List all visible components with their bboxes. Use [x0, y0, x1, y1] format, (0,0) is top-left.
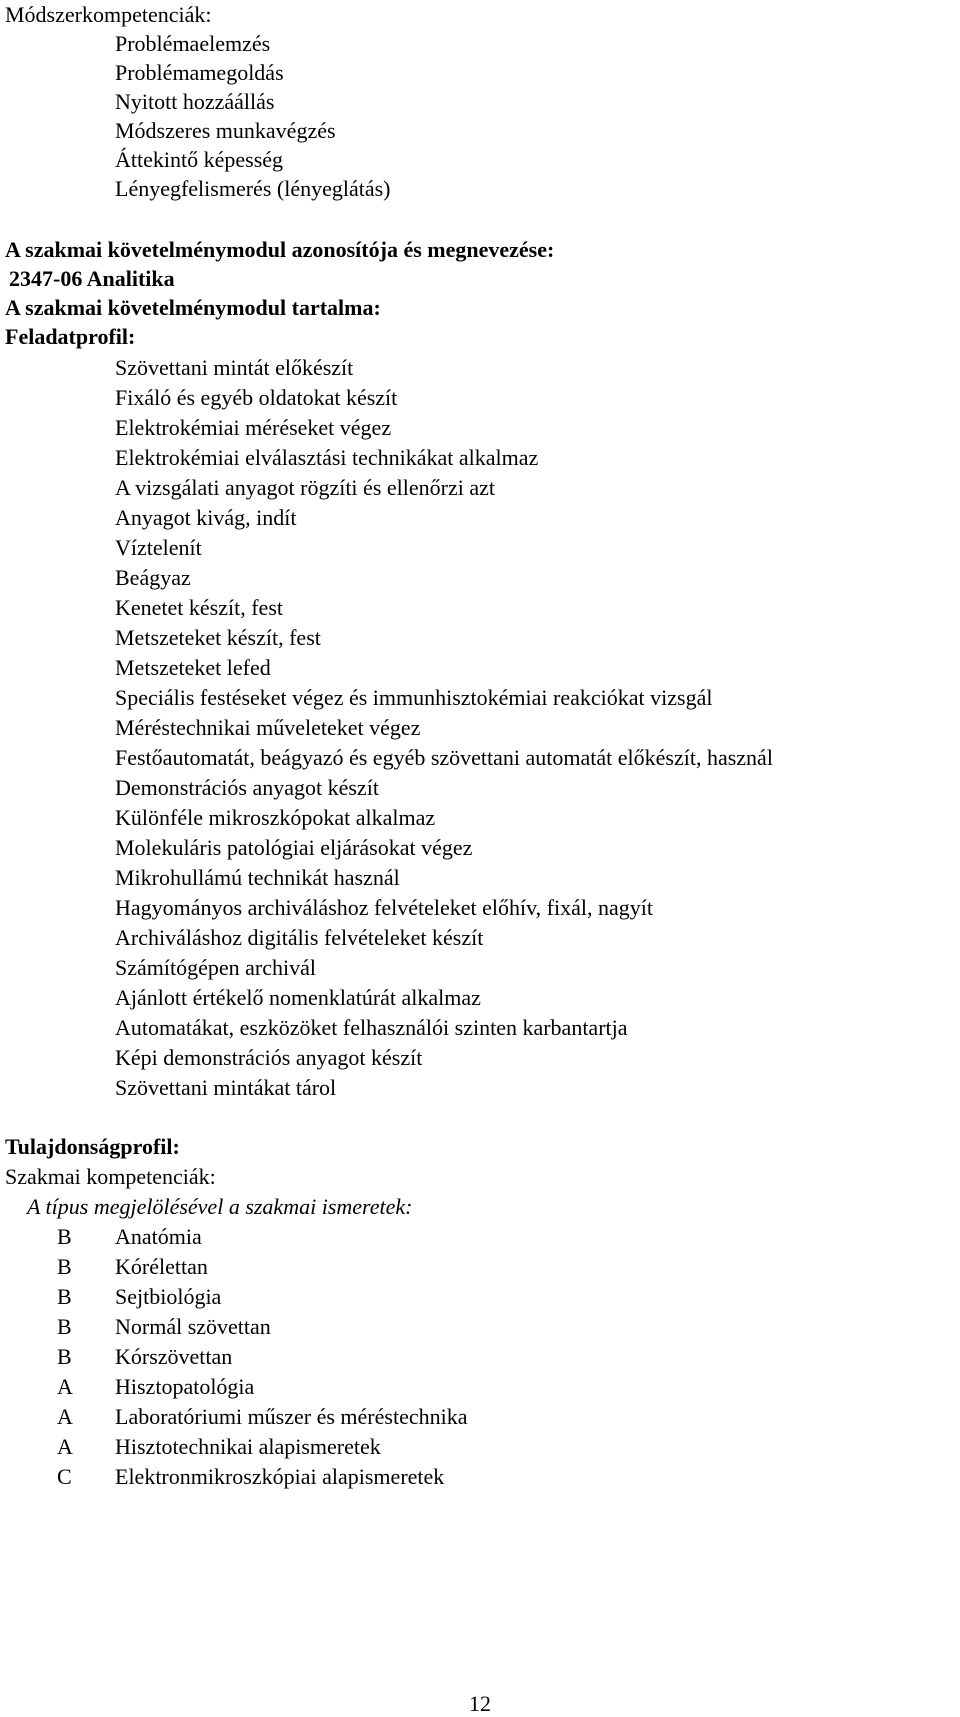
list-item: Számítógépen archivál: [115, 955, 316, 980]
task-profile-heading: Feladatprofil:: [5, 324, 136, 349]
list-item: Automatákat, eszközöket felhasználói szinten karbantartja: [115, 1015, 628, 1040]
module-content-heading: A szakmai követelménymodul tartalma:: [5, 295, 381, 320]
module-id-value: 2347-06 Analitika: [9, 266, 175, 291]
list-item: Demonstrációs anyagot készít: [115, 775, 379, 800]
type-letter: A: [57, 1404, 73, 1429]
type-letter: B: [57, 1344, 72, 1369]
list-item: Nyitott hozzáállás: [115, 89, 275, 114]
list-item: Fixáló és egyéb oldatokat készít: [115, 385, 398, 410]
list-item: Lényegfelismerés (lényeglátás): [115, 176, 391, 201]
list-item: Elektrokémiai elválasztási technikákat alkalmaz: [115, 445, 539, 470]
list-item: Ajánlott értékelő nomenklatúrát alkalmaz: [115, 985, 481, 1010]
list-item: Hagyományos archiváláshoz felvételeket előhív, fixál, nagyít: [115, 895, 653, 920]
list-item: Problémaelemzés: [115, 31, 271, 56]
type-letter: A: [57, 1434, 73, 1459]
list-item: Archiváláshoz digitális felvételeket készít: [115, 925, 484, 950]
list-item: Festőautomatát, beágyazó és egyéb szövettani automatát előkészít, használ: [115, 745, 773, 770]
list-item: Beágyaz: [115, 565, 191, 590]
list-item: A vizsgálati anyagot rögzíti és ellenőrzi azt: [115, 475, 495, 500]
list-item: Szövettani mintát előkészít: [115, 355, 354, 380]
list-item: Áttekintő képesség: [115, 147, 284, 172]
page-number: 12: [469, 1691, 491, 1716]
knowledge-item: Laboratóriumi műszer és méréstechnika: [115, 1404, 468, 1429]
knowledge-item: Hisztotechnikai alapismeretek: [115, 1434, 381, 1459]
type-letter: C: [57, 1464, 72, 1489]
list-item: Anyagot kivág, indít: [115, 505, 297, 530]
list-item: Méréstechnikai műveleteket végez: [115, 715, 421, 740]
list-item: Molekuláris patológiai eljárásokat végez: [115, 835, 473, 860]
list-item: Metszeteket készít, fest: [115, 625, 321, 650]
knowledge-item: Sejtbiológia: [115, 1284, 222, 1309]
type-letter: B: [57, 1224, 72, 1249]
knowledge-item: Elektronmikroszkópiai alapismeretek: [115, 1464, 445, 1489]
knowledge-item: Hisztopatológia: [115, 1374, 255, 1399]
professional-competencies-heading: Szakmai kompetenciák:: [5, 1164, 216, 1189]
list-item: Mikrohullámú technikát használ: [115, 865, 400, 890]
knowledge-item: Normál szövettan: [115, 1314, 271, 1339]
module-id-heading: A szakmai követelménymodul azonosítója és megnevezése:: [5, 237, 555, 262]
type-letter: A: [57, 1374, 73, 1399]
knowledge-item: Kórélettan: [115, 1254, 208, 1279]
method-competencies-heading: Módszerkompetenciák:: [5, 2, 212, 27]
list-item: Szövettani mintákat tárol: [115, 1075, 337, 1100]
list-item: Különféle mikroszkópokat alkalmaz: [115, 805, 436, 830]
type-caption: A típus megjelölésével a szakmai ismeretek:: [27, 1194, 413, 1219]
list-item: Speciális festéseket végez és immunhisztokémiai reakciókat vizsgál: [115, 685, 713, 710]
list-item: Víztelenít: [115, 535, 202, 560]
property-profile-heading: Tulajdonságprofil:: [5, 1134, 180, 1159]
type-letter: B: [57, 1254, 72, 1279]
list-item: Metszeteket lefed: [115, 655, 271, 680]
list-item: Képi demonstrációs anyagot készít: [115, 1045, 423, 1070]
knowledge-item: Kórszövettan: [115, 1344, 233, 1369]
list-item: Elektrokémiai méréseket végez: [115, 415, 392, 440]
list-item: Problémamegoldás: [115, 60, 284, 85]
knowledge-item: Anatómia: [115, 1224, 202, 1249]
list-item: Módszeres munkavégzés: [115, 118, 336, 143]
type-letter: B: [57, 1284, 72, 1309]
list-item: Kenetet készít, fest: [115, 595, 283, 620]
type-letter: B: [57, 1314, 72, 1339]
